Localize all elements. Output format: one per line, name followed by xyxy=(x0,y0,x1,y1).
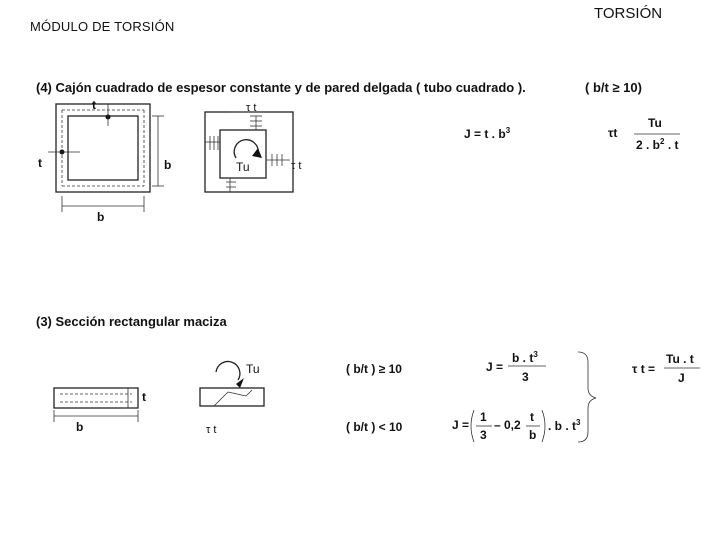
formula-j-tube-base: J = t . b xyxy=(464,127,506,141)
formula-tau-den-tail: . t xyxy=(667,138,679,152)
formula2-one: 1 xyxy=(480,410,487,424)
formula2-b: b xyxy=(529,428,537,442)
label-tau-top: τ t xyxy=(246,102,257,114)
formula2-three: 3 xyxy=(480,428,487,442)
formula-tau-rect-den: J xyxy=(678,371,685,385)
paren-right xyxy=(542,410,545,442)
formula2-lhs: J = xyxy=(452,418,470,432)
formula-tau-num: Tu xyxy=(648,116,662,130)
formula1-den: 3 xyxy=(522,370,529,384)
formula-tau-rect-lhs: τ t = xyxy=(632,362,656,376)
shear-flow-figure xyxy=(205,112,293,192)
section4-condition: ( b/t ≥ 10) xyxy=(585,80,642,95)
formula-tau-rect-num: Tu . t xyxy=(666,352,694,366)
case-2-condition: ( b/t ) < 10 xyxy=(346,420,403,434)
label-tau-side: τ t xyxy=(291,160,302,172)
label-tau-rect: τ t xyxy=(206,424,217,436)
label-torque-rect: Tu xyxy=(246,362,260,376)
label-t-left: t xyxy=(38,156,42,170)
formula-j-tube xyxy=(464,126,510,141)
formula-j-tube-exp: 3 xyxy=(505,126,511,135)
square-tube-figure xyxy=(48,104,164,212)
formula2-minus: – 0,2 xyxy=(494,418,521,432)
formula-tau-den-base: 2 . b xyxy=(636,138,661,152)
formula1-num-base: b . t xyxy=(512,351,534,365)
formula2-tail-base: . b . t xyxy=(548,419,576,433)
label-b-right: b xyxy=(164,158,172,172)
paren-left xyxy=(471,410,474,442)
case-1-condition: ( b/t ) ≥ 10 xyxy=(346,362,402,376)
module-title: MÓDULO DE TORSIÓN xyxy=(30,19,175,34)
section4-heading: (4) Cajón cuadrado de espesor constante y de pared delgada ( tubo cuadrado ). xyxy=(36,80,526,95)
formula2-t: t xyxy=(530,410,534,424)
label-t-top: t xyxy=(92,98,96,112)
formula2-tail xyxy=(548,418,580,433)
label-t-rect: t xyxy=(142,390,146,404)
slide-title: TORSIÓN xyxy=(594,5,663,22)
rectangular-section-figure xyxy=(54,388,138,422)
label-b-bottom: b xyxy=(97,210,105,224)
section3-heading: (3) Sección rectangular maciza xyxy=(36,314,227,329)
label-b-rect: b xyxy=(76,420,84,434)
formula-tau-den-exp: 2 xyxy=(660,137,665,146)
formula1-num-exp: 3 xyxy=(533,350,538,359)
formula-tau-lhs: τt xyxy=(608,126,618,140)
formula1-lhs: J = xyxy=(486,360,504,374)
label-torque: Tu xyxy=(236,160,250,174)
cases-brace xyxy=(578,352,596,442)
formula2-tail-exp: 3 xyxy=(576,418,581,427)
formula1-num xyxy=(512,350,538,365)
formula-tau-den xyxy=(636,137,678,152)
